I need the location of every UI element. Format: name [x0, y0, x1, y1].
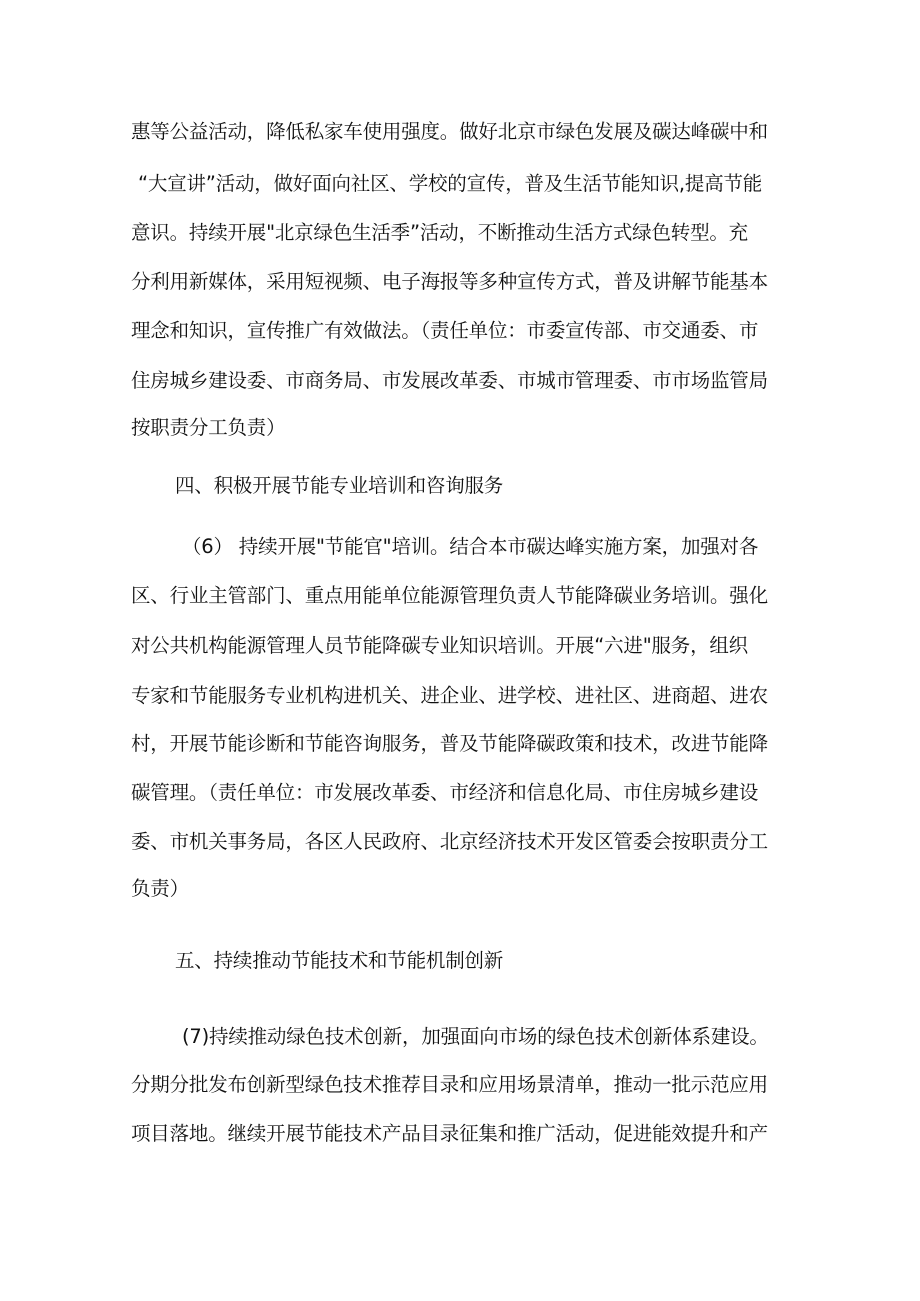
paragraph-line: 委、市机关事务局，各区人民政府、北京经济技术开发区管委会按职责分工 [131, 830, 768, 853]
paragraph-line: 专家和节能服务专业机构进机关、进企业、进学校、进社区、进商超、进农 [131, 684, 768, 707]
paragraph-line: 分期分批发布创新型绿色技术推荐目录和应用场景清单，推动一批示范应用 [131, 1073, 768, 1096]
paragraph-line: “大宣讲”活动，做好面向社区、学校的宣传，普及生活节能知识,提高节能 [138, 172, 763, 195]
paragraph-line: 住房城乡建设委、市商务局、市发展改革委、市城市管理委、市市场监管局 [131, 369, 768, 392]
paragraph-line: 村，开展节能诊断和节能咨询服务，普及节能降碳政策和技术，改进节能降 [131, 732, 768, 755]
section-heading: 四、积极开展节能专业培训和咨询服务 [175, 474, 504, 497]
paragraph-line: (7)持续推动绿色技术创新，加强面向市场的绿色技术创新体系建设。 [182, 1025, 769, 1048]
paragraph-line: 碳管理。（责任单位：市发展改革委、市经济和信息化局、市住房城乡建设 [131, 781, 759, 804]
section-heading: 五、持续推动节能技术和节能机制创新 [175, 949, 504, 972]
paragraph-line: 项目落地。继续开展节能技术产品目录征集和推广活动，促进能效提升和产 [131, 1122, 768, 1145]
paragraph-line: 理念和知识，宣传推广有效做法。（责任单位：市委宣传部、市交通委、市 [131, 319, 759, 342]
paragraph-line: 意识。持续开展"北京绿色生活季”活动，不断推动生活方式绿色转型。充 [131, 221, 748, 244]
paragraph-line: 分利用新媒体，采用短视频、电子海报等多种宣传方式，普及讲解节能基本 [131, 270, 768, 293]
paragraph-line: 区、行业主管部门、重点用能单位能源管理负责人节能降碳业务培训。强化 [131, 584, 768, 607]
paragraph-line: 负责） [131, 877, 189, 900]
paragraph-line: 按职责分工负责） [131, 416, 286, 439]
paragraph-line: 对公共机构能源管理人员节能降碳专业知识培训。开展“六进"服务，组织 [131, 634, 748, 657]
paragraph-line: 惠等公益活动，降低私家车使用强度。做好北京市绿色发展及碳达峰碳中和 [131, 120, 768, 143]
paragraph-line: （6） 持续开展"节能官"培训。结合本市碳达峰实施方案，加强对各 [182, 535, 759, 558]
